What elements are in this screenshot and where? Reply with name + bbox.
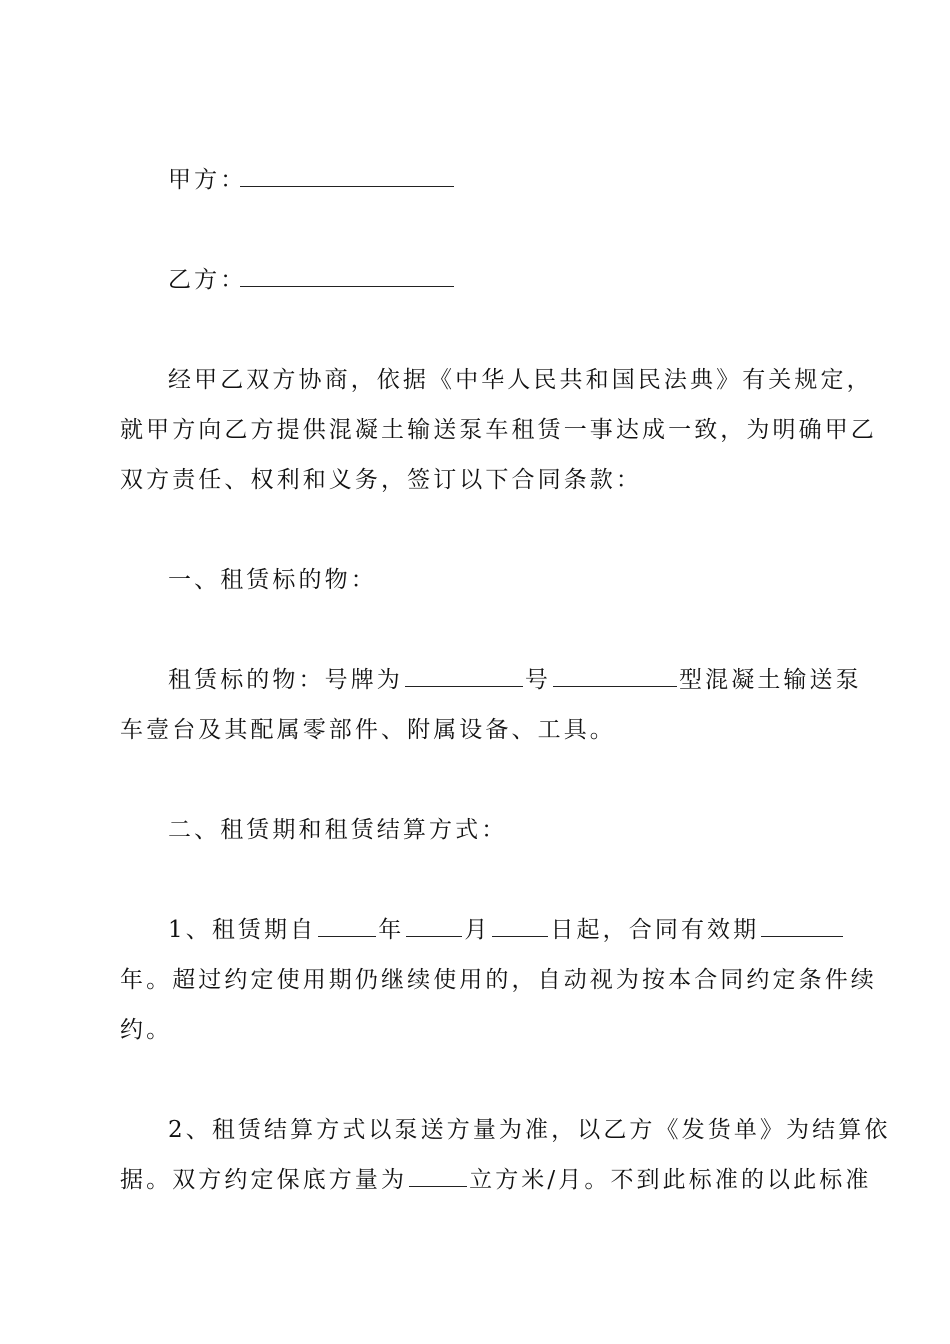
preamble-line-3: 双方责任、权利和义务，签订以下合同条款： — [120, 467, 642, 493]
clause-1-text-b: 年 — [378, 917, 405, 943]
preamble-line-1: 经甲乙双方协商，依据《中华人民共和国民法典》有关规定， — [168, 367, 873, 393]
section-1-text-a: 租赁标的物：号牌为 — [168, 667, 403, 693]
plate-number-blank[interactable] — [405, 685, 523, 687]
minimum-volume-blank[interactable] — [409, 1185, 467, 1187]
clause-2-text-b: 立方米/月。不到此标准的以此标准 — [469, 1167, 872, 1193]
clause-1-text-d: 日起，合同有效期 — [550, 917, 760, 943]
clause-1-text-a: 1、租赁期自 — [168, 917, 317, 943]
party-a-blank[interactable] — [240, 166, 454, 187]
section-1-text-c: 型混凝土输送泵 — [679, 667, 862, 693]
section-1-text-b: 号 — [524, 667, 552, 693]
start-month-blank[interactable] — [406, 935, 462, 937]
section-1-heading: 一、租赁标的物： — [168, 567, 377, 593]
party-a-label: 甲方： — [168, 167, 247, 193]
validity-period-blank[interactable] — [761, 935, 843, 937]
clause-1-text-c: 月 — [464, 917, 491, 943]
section-1-line-1 — [168, 666, 862, 694]
section-1-line-2: 车壹台及其配属零部件、附属设备、工具。 — [120, 717, 616, 743]
clause-2-text-a: 据。双方约定保底方量为 — [120, 1167, 408, 1193]
clause-2-line-1: 2、租赁结算方式以泵送方量为准，以乙方《发货单》为结算依 — [168, 1117, 891, 1143]
clause-2-line-2 — [120, 1166, 872, 1194]
start-year-blank[interactable] — [318, 935, 376, 937]
party-b-label: 乙方： — [168, 267, 247, 293]
preamble-line-2: 就甲方向乙方提供混凝土输送泵车租赁一事达成一致，为明确甲乙 — [120, 417, 877, 443]
section-2-heading: 二、租赁期和租赁结算方式： — [168, 817, 508, 843]
clause-1-line-3: 约。 — [120, 1017, 173, 1043]
model-blank[interactable] — [553, 685, 677, 687]
party-b-line — [168, 266, 835, 294]
clause-1-line-1 — [168, 916, 835, 944]
party-b-blank[interactable] — [240, 266, 454, 287]
clause-1-line-2: 年。超过约定使用期仍继续使用的，自动视为按本合同约定条件续 — [120, 967, 877, 993]
start-day-blank[interactable] — [492, 935, 548, 937]
party-a-line — [168, 166, 835, 194]
